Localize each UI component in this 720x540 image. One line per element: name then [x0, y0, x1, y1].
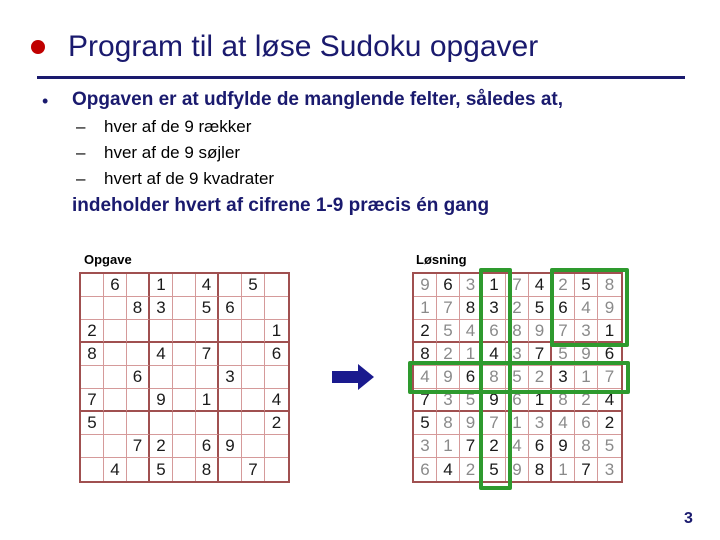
sudoku-cell	[242, 389, 265, 412]
sudoku-cell: 5	[81, 412, 104, 435]
sudoku-cell: 9	[150, 389, 173, 412]
sudoku-cell: 6	[575, 412, 598, 435]
sudoku-cell: 5	[598, 435, 621, 458]
sudoku-cell	[173, 412, 196, 435]
sudoku-cell: 2	[529, 366, 552, 389]
sudoku-cell: 9	[219, 435, 242, 458]
sudoku-cell	[173, 435, 196, 458]
sudoku-cell: 6	[104, 274, 127, 297]
sudoku-cell	[219, 320, 242, 343]
sudoku-cell	[81, 458, 104, 481]
dash: –	[76, 143, 86, 162]
sudoku-cell: 4	[506, 435, 529, 458]
sudoku-cell: 3	[460, 274, 483, 297]
sudoku-cell: 3	[604, 459, 615, 479]
sudoku-cell: 8	[437, 412, 460, 435]
sudoku-cell: 6	[437, 274, 460, 297]
puzzle-label: Opgave	[84, 252, 132, 267]
sudoku-cell	[242, 320, 265, 343]
sudoku-cell: 6	[219, 297, 242, 320]
sudoku-cell: 5	[150, 458, 173, 481]
sudoku-cell: 1	[460, 343, 483, 366]
sudoku-cell: 8	[81, 343, 104, 366]
sudoku-cell	[173, 274, 196, 297]
sudoku-cell	[104, 412, 127, 435]
sudoku-cell	[242, 435, 265, 458]
sudoku-cell: 1	[437, 435, 460, 458]
sudoku-cell: 1	[529, 389, 552, 412]
sudoku-cell: 5	[242, 274, 265, 297]
sudoku-cell	[173, 366, 196, 389]
sudoku-cell: 2	[598, 412, 621, 435]
sudoku-cell: 1	[150, 274, 173, 297]
sudoku-cell: 4	[575, 297, 598, 320]
sudoku-cell: 4	[598, 389, 621, 412]
sudoku-cell: 7	[437, 297, 460, 320]
sudoku-cell: 6	[506, 389, 529, 412]
sudoku-cell	[127, 320, 150, 343]
sudoku-cell	[81, 297, 104, 320]
sudoku-cell: 3	[552, 366, 575, 389]
sudoku-cell: 4	[529, 274, 552, 297]
sudoku-cell	[242, 343, 265, 366]
sudoku-cell: 9	[483, 389, 506, 412]
sudoku-cell: 9	[575, 343, 598, 366]
sudoku-cell: 7	[414, 389, 437, 412]
sudoku-cell: 2	[414, 320, 437, 343]
sudoku-cell	[81, 274, 104, 297]
sudoku-cell: 9	[437, 366, 460, 389]
sudoku-cell	[242, 297, 265, 320]
sudoku-cell: 9	[506, 458, 529, 481]
sudoku-cell: 1	[265, 320, 288, 343]
sudoku-cell	[196, 320, 219, 343]
sudoku-cell	[150, 320, 173, 343]
slide-title: Program til at løse Sudoku opgaver	[68, 30, 539, 63]
sudoku-cell	[173, 343, 196, 366]
sudoku-cell: 3	[483, 297, 506, 320]
sudoku-cell	[219, 389, 242, 412]
sudoku-cell: 7	[552, 320, 575, 343]
sudoku-cell: 3	[219, 366, 242, 389]
sudoku-cell: 3	[414, 435, 437, 458]
sudoku-cell: 6	[265, 343, 288, 366]
sudoku-cell: 5	[483, 458, 506, 481]
sudoku-cell: 1	[552, 458, 575, 481]
sudoku-cell: 7	[598, 366, 621, 389]
sudoku-cell: 9	[414, 274, 437, 297]
sudoku-cell: 5	[196, 297, 219, 320]
sudoku-cell: 7	[506, 274, 529, 297]
sudoku-cell	[219, 274, 242, 297]
sudoku-cell	[150, 412, 173, 435]
sudoku-cell	[219, 412, 242, 435]
sudoku-cell	[173, 458, 196, 481]
sudoku-cell: 4	[265, 389, 288, 412]
sudoku-cell	[104, 389, 127, 412]
sudoku-cell: 8	[414, 343, 437, 366]
sudoku-cell: 8	[506, 320, 529, 343]
sudoku-cell: 5	[552, 343, 575, 366]
dash: –	[76, 169, 86, 188]
sudoku-cell	[104, 320, 127, 343]
sudoku-cell	[127, 343, 150, 366]
sudoku-cell	[242, 366, 265, 389]
sudoku-cell: 1	[483, 274, 506, 297]
sudoku-cell	[127, 458, 150, 481]
sudoku-cell: 3	[529, 412, 552, 435]
sudoku-cell	[242, 412, 265, 435]
sudoku-cell	[104, 366, 127, 389]
sudoku-cell	[265, 435, 288, 458]
sudoku-cell	[127, 389, 150, 412]
sudoku-cell: 4	[196, 274, 219, 297]
sub-item-text: hver af de 9 rækker	[104, 117, 252, 136]
solution-label: Løsning	[416, 252, 467, 267]
sudoku-cell: 2	[81, 320, 104, 343]
sudoku-cell	[265, 366, 288, 389]
sudoku-cell: 9	[552, 435, 575, 458]
sudoku-cell: 7	[483, 412, 506, 435]
page-number: 3	[684, 510, 693, 527]
sudoku-cell: 8	[529, 458, 552, 481]
sudoku-cell: 4	[414, 366, 437, 389]
sudoku-cell: 8	[598, 274, 621, 297]
sudoku-cell: 6	[529, 435, 552, 458]
sudoku-cell: 6	[552, 297, 575, 320]
sudoku-cell: 8	[196, 458, 219, 481]
sudoku-cell: 2	[265, 412, 288, 435]
sudoku-cell: 8	[552, 389, 575, 412]
sudoku-cell: 4	[483, 343, 506, 366]
sudoku-cell: 8	[127, 297, 150, 320]
sub-item-columns	[76, 143, 240, 163]
sub-item-text: hver af de 9 søjler	[104, 143, 241, 162]
sudoku-cell: 3	[437, 389, 460, 412]
bullet-dot: •	[42, 91, 49, 111]
sudoku-cell	[265, 274, 288, 297]
sudoku-cell	[265, 297, 288, 320]
sudoku-cell	[196, 366, 219, 389]
sudoku-cell: 1	[196, 389, 219, 412]
sub-item-text: hvert af de 9 kvadrater	[104, 169, 275, 188]
sudoku-cell: 2	[460, 458, 483, 481]
sudoku-cell: 7	[127, 435, 150, 458]
sudoku-cell	[81, 366, 104, 389]
sudoku-cell: 7	[81, 389, 104, 412]
sudoku-cell: 4	[437, 458, 460, 481]
highlight-row	[408, 361, 630, 394]
sudoku-cell: 2	[506, 297, 529, 320]
sudoku-cell	[173, 320, 196, 343]
conclusion-text: indeholder hvert af cifrene 1-9 præcis én gang	[72, 195, 490, 216]
sudoku-cell: 9	[529, 320, 552, 343]
sudoku-cell: 9	[460, 412, 483, 435]
sudoku-cell	[265, 458, 288, 481]
sub-item-squares	[76, 169, 274, 189]
sudoku-cell: 2	[437, 343, 460, 366]
sudoku-cell: 7	[575, 458, 598, 481]
sudoku-cell: 4	[150, 343, 173, 366]
sudoku-cell: 6	[196, 435, 219, 458]
title-bullet-dot	[31, 40, 45, 54]
sudoku-cell: 8	[460, 297, 483, 320]
sudoku-cell: 5	[414, 412, 437, 435]
sudoku-cell: 5	[529, 297, 552, 320]
sudoku-cell	[173, 389, 196, 412]
sudoku-cell: 1	[506, 412, 529, 435]
sudoku-cell	[150, 366, 173, 389]
highlight-square	[550, 268, 629, 347]
sudoku-cell: 6	[483, 320, 506, 343]
sudoku-cell	[196, 412, 219, 435]
sudoku-cell: 5	[460, 389, 483, 412]
sudoku-cell: 3	[575, 320, 598, 343]
sudoku-cell	[104, 435, 127, 458]
sudoku-cell: 5	[506, 366, 529, 389]
sudoku-cell: 7	[242, 458, 265, 481]
sudoku-cell	[81, 435, 104, 458]
sub-item-rows	[76, 117, 251, 137]
sudoku-cell: 1	[598, 320, 621, 343]
sudoku-cell: 1	[575, 366, 598, 389]
sudoku-cell: 7	[529, 343, 552, 366]
sudoku-cell: 4	[104, 458, 127, 481]
sudoku-cell: 6	[414, 458, 437, 481]
sudoku-cell: 7	[196, 343, 219, 366]
sudoku-cell: 3	[506, 343, 529, 366]
sudoku-cell: 9	[598, 297, 621, 320]
sudoku-cell: 7	[460, 435, 483, 458]
sudoku-cell	[219, 458, 242, 481]
puzzle-grid	[79, 272, 290, 483]
sudoku-cell: 2	[552, 274, 575, 297]
sudoku-cell: 3	[150, 297, 173, 320]
sudoku-cell	[104, 297, 127, 320]
sudoku-cell: 1	[414, 297, 437, 320]
sudoku-cell: 2	[483, 435, 506, 458]
sudoku-cell: 6	[598, 343, 621, 366]
dash: –	[76, 117, 86, 136]
sudoku-cell	[127, 274, 150, 297]
title-underline	[37, 76, 685, 79]
bullet-text: Opgaven er at udfylde de manglende felter, således at,	[72, 89, 563, 110]
sudoku-cell: 6	[460, 366, 483, 389]
right-arrow-icon	[332, 364, 374, 390]
sudoku-cell: 5	[575, 274, 598, 297]
sudoku-cell: 2	[150, 435, 173, 458]
sudoku-cell	[219, 343, 242, 366]
sudoku-cell	[127, 412, 150, 435]
sudoku-cell: 5	[437, 320, 460, 343]
sudoku-cell	[104, 343, 127, 366]
sudoku-cell: 4	[552, 412, 575, 435]
sudoku-cell: 4	[460, 320, 483, 343]
sudoku-cell: 8	[575, 435, 598, 458]
sudoku-cell: 8	[483, 366, 506, 389]
sudoku-cell: 6	[127, 366, 150, 389]
sudoku-cell	[173, 297, 196, 320]
sudoku-cell: 2	[575, 389, 598, 412]
